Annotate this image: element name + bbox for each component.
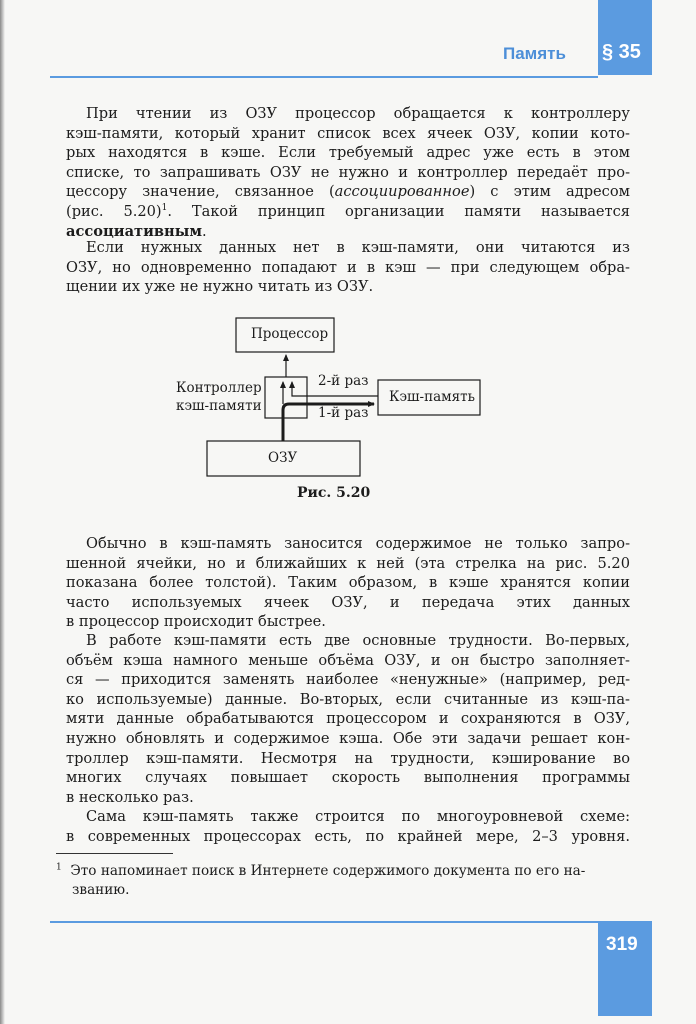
controller-label-1: Контроллер: [176, 380, 262, 396]
text-segment: показана более толстой). Таким образом, в кэше хранятся копии: [66, 574, 630, 592]
footnote: [56, 862, 630, 900]
text-segment: При чтении из ОЗУ процессор обращается к контроллеру: [86, 105, 630, 122]
text-segment: . Такой принцип организации памяти называется: [167, 202, 630, 220]
controller-box: [265, 377, 307, 418]
ram-label: ОЗУ: [268, 450, 298, 466]
footnote-rule: [56, 853, 173, 854]
text-segment: мяти данные обрабатываются процессором и сохраняются в ОЗУ,: [66, 710, 630, 728]
controller-label-2: кэш-памяти: [176, 398, 262, 414]
italic-term: ассоциированное: [334, 183, 470, 201]
text-segment: рых находятся в кэше. Если требуемый адрес уже есть в этом: [66, 144, 630, 162]
text-segment: часто используемых ячеек ОЗУ, и передача этих данных: [66, 593, 630, 611]
text-segment: в современных процессорах есть, по крайней мере, 2–3 уровня.: [66, 827, 630, 845]
footnote-line-1: Это напоминает поиск в Интернете содержимого документа по его на-: [70, 863, 586, 879]
first-time-label: 1-й раз: [318, 405, 369, 421]
figure-caption: Рис. 5.20: [297, 485, 371, 501]
text-segment: щении их уже не нужно читать из ОЗУ.: [66, 278, 374, 296]
text-segment: ОЗУ, но одновременно попадают и в кэш — при следующем обра-: [66, 258, 630, 276]
text-segment: списке, то запрашивать ОЗУ не нужно и контроллер передаёт про-: [66, 163, 630, 181]
text-segment: объём кэша намного меньше объёма ОЗУ, и он быстро заполняет-: [66, 651, 630, 669]
text-segment: ко используемые) данные. Во-вторых, если считанные из кэш-па-: [66, 690, 630, 708]
footnote-ref: 1: [161, 203, 168, 214]
footer-rule: [50, 921, 598, 923]
processor-label: Процессор: [251, 326, 329, 342]
text-segment: шенной ячейки, но и ближайших к ней (эта стрелка на рис. 5.20: [66, 554, 630, 572]
text-segment: .: [202, 222, 207, 240]
text-segment: Обычно в кэш-память заносится содержимое не только запро-: [86, 535, 630, 552]
text-segment: цессору значение, связанное (: [66, 183, 335, 201]
text-segment: многих случаях повышает скорость выполнения программы: [66, 769, 630, 787]
cache-label: Кэш-память: [389, 389, 476, 405]
text-segment: Сама кэш-память также строится по многоуровневой схеме:: [86, 808, 630, 825]
text-segment: в несколько раз.: [66, 788, 194, 806]
bold-term: ассоциативным: [66, 222, 203, 240]
text-segment: ся — приходится заменять наиболее «ненужные» (например, ред-: [66, 671, 630, 689]
text-segment: нужно обновлять и содержимое кэша. Обе эти задачи решает кон-: [66, 729, 630, 747]
text-segment: в процессор происходит быстрее.: [66, 613, 326, 631]
running-header-title: Память: [503, 44, 566, 63]
footnote-mark: 1: [56, 862, 62, 873]
text-segment: кэш-памяти, который хранит список всех ячеек ОЗУ, копии кото-: [66, 124, 630, 142]
section-number: § 35: [602, 41, 641, 63]
text-segment: Если нужных данных нет в кэш-памяти, они читаются из: [86, 239, 630, 256]
text-segment: (рис. 5.20): [66, 202, 162, 220]
text-segment: троллер кэш-памяти. Несмотря на трудности, кэширование во: [66, 749, 630, 767]
footnote-line-2: званию.: [72, 882, 130, 898]
page-number: 319: [606, 934, 638, 955]
second-time-label: 2-й раз: [318, 373, 369, 389]
text-segment: ) с этим адресом: [469, 183, 630, 201]
text-segment: В работе кэш-памяти есть две основные трудности. Во-первых,: [86, 632, 630, 649]
